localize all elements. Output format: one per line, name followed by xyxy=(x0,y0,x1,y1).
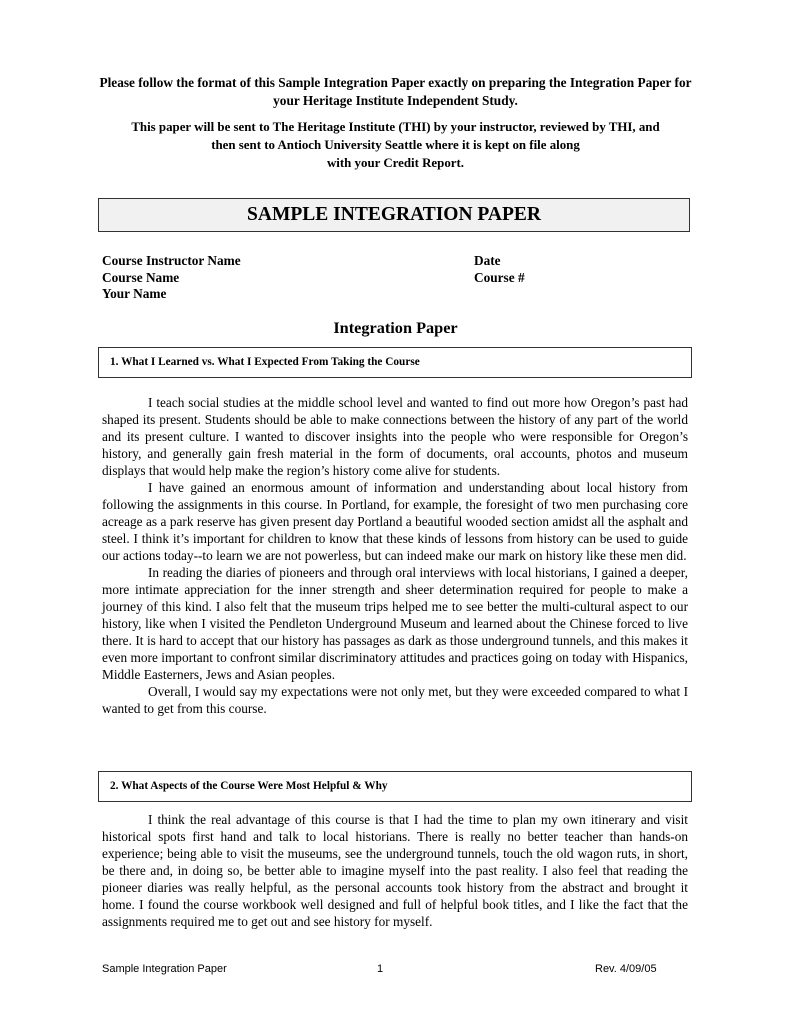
section-2-heading: 2. What Aspects of the Course Were Most Helpful & Why xyxy=(98,771,692,802)
paragraph: I teach social studies at the middle school level and wanted to find out more how Oregon’s past had shaped its present. Students should be able to make connections between the history of any part of the world and its present culture. I wanted to discover insights into the people who were responsible for Oregon’s history, and generally gain fresh material in the form of documents, oral accounts, photos and museum displays that would help make the region’s history come alive for students. xyxy=(102,395,688,478)
section-1-heading: 1. What I Learned vs. What I Expected From Taking the Course xyxy=(98,347,692,378)
instructor-name-label: Course Instructor Name xyxy=(102,253,241,268)
paper-subtitle: Integration Paper xyxy=(333,318,458,337)
format-instructions: Please follow the format of this Sample Integration Paper exactly on preparing the Integration Paper for your Heritage Institute Independent Study. xyxy=(99,75,692,108)
course-name-label: Course Name xyxy=(102,269,180,285)
section-2-body xyxy=(102,811,688,930)
paragraph: Overall, I would say my expectations were not only met, but they were exceeded compared to what I wanted to get from this course. xyxy=(102,684,688,716)
page-title: SAMPLE INTEGRATION PAPER xyxy=(98,198,690,232)
date-label: Date xyxy=(474,253,501,268)
paragraph: In reading the diaries of pioneers and through oral interviews with local historians, I gained a deeper, more intimate appreciation for the inner strength and sheer determination required for people to make a journey of this kind. I also felt that the museum trips helped me to see better the multi-cultural aspect to our history, like when I visited the Pendleton Underground Museum and learned about the Chinese forced to live there. It is hard to accept that our history has passages as dark as those underground tunnels, and this makes it even more important to confront similar discriminatory attitudes and practices going on today with Hispanics, Middle Easterners, Jews and Asian peoples. xyxy=(102,565,688,682)
paragraph: I think the real advantage of this course is that I had the time to plan my own itinerary and visit historical spots first hand and talk to local historians. There is really no better teacher than hands-on experience; being able to visit the museums, see the underground tunnels, touch the old wagon ruts, in short, be there and, in doing so, be better able to imagine myself into the past reality. I also feel that reading the pioneer diaries was really helpful, as the personal accounts took history from the abstract and brought it home. I found the course workbook well designed and full of helpful book titles, and I like the fact that the assignments required me to get out and see history for myself. xyxy=(102,812,688,929)
footer-revision: Rev. 4/09/05 xyxy=(595,963,657,975)
submission-note-line: This paper will be sent to The Heritage Institute (THI) by your instructor, reviewed by THI, and xyxy=(131,120,660,134)
submission-note-line: with your Credit Report. xyxy=(326,156,464,170)
your-name-label: Your Name xyxy=(102,286,167,301)
meta-right-column xyxy=(474,253,525,286)
meta-left-column xyxy=(102,253,241,303)
submission-note xyxy=(98,118,693,172)
footer-document-name: Sample Integration Paper xyxy=(102,963,227,975)
paragraph: I have gained an enormous amount of information and understanding about local history from following the assignments in this course. In Portland, for example, the foresight of two men purchasing core acreage as a park reserve has given present day Portland a beautiful wooded section amidst all the asphalt and steel. I think it’s important for children to know that these kinds of lessons from history can be used to guide our actions today--to learn we are not powerless, but can indeed make our mark on history like these men did. xyxy=(102,480,688,563)
section-1-body xyxy=(102,394,688,717)
submission-note-line: then sent to Antioch University Seattle where it is kept on file along xyxy=(211,138,580,152)
footer-page-number: 1 xyxy=(377,963,384,975)
course-number-label: Course # xyxy=(474,269,525,285)
